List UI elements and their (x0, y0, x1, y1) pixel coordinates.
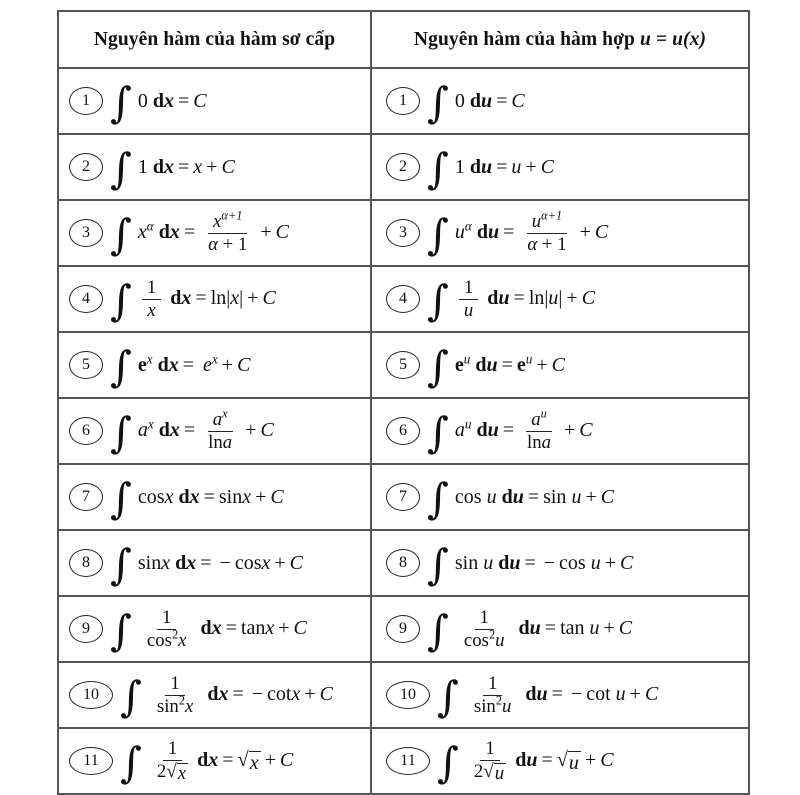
formula-expression: 1 2 √ x dx = √ x + C (156, 737, 294, 784)
table-row (58, 662, 749, 728)
formula-cell-1-left: 1 ∫ 0 dx = C (58, 68, 371, 134)
formula-expression: $\frac{1}{\sin^2u}$ du = − cot u + C (473, 672, 659, 717)
header-cell-elementary (58, 11, 371, 68)
row-index-badge: 3 (69, 219, 103, 247)
row-index-badge: 1 (69, 87, 103, 115)
formula-expression: $u^\alpha$ du = $\frac{u^{\alpha+1}}{\alpha + 1}$ + C (454, 208, 609, 255)
formula-expression: sin u du = − cos u + C (454, 551, 634, 574)
formula-expression: $\frac{1}{\cos^2u}$ du = tan u + C (463, 606, 633, 651)
row-index-badge: 6 (386, 417, 420, 445)
formula-expression: 1 du = u + C (454, 155, 555, 178)
row-index-badge: 7 (69, 483, 103, 511)
header-row (58, 11, 749, 68)
formula-expression: 0 du = C (454, 89, 525, 112)
row-index-badge: 4 (69, 285, 103, 313)
row-index-badge: 11 (386, 747, 430, 775)
formula-cell-3-left: 3 ∫ $x^\alpha$ dx = $\frac{x^{\alpha+1}}{\alpha + 1}$ + C (58, 200, 371, 266)
formula-expression: $a^u$ du = $\frac{a^u}{\ln a}$ + C (454, 406, 593, 453)
formula-cell-9-left: 9 ∫ $\frac{1}{\cos^2x}$ dx = tanx + C (58, 596, 371, 662)
formula-cell-8-right: 8 ∫ sin u du = − cos u + C (371, 530, 749, 596)
formula-cell-11-left: 11 ∫ 1 2 √ x dx = √ x + C (58, 728, 371, 794)
table-row (58, 464, 749, 530)
table-row (58, 200, 749, 266)
table-row (58, 68, 749, 134)
row-index-badge: 5 (386, 351, 420, 379)
row-index-badge: 9 (69, 615, 103, 643)
header-math-composite: u = u(x) (639, 28, 707, 50)
formula-cell-5-right: 5 ∫ $e^u$ du = $e^u + C$ (371, 332, 749, 398)
formula-cell-5-left: 5 ∫ $e^x$ dx = $e^x + C$ (58, 332, 371, 398)
formula-expression: $\frac{1}{\sin^2x}$ dx = − cotx + C (156, 672, 333, 717)
table-body (58, 68, 749, 794)
row-index-badge: 5 (69, 351, 103, 379)
formula-cell-10-left: 10 ∫ $\frac{1}{\sin^2x}$ dx = − cotx + C (58, 662, 371, 728)
row-index-badge: 6 (69, 417, 103, 445)
formula-cell-10-right: 10 ∫ $\frac{1}{\sin^2u}$ du = − cot u + C (371, 662, 749, 728)
row-index-badge: 2 (386, 153, 420, 181)
antiderivative-formula-table (57, 10, 750, 795)
formula-cell-2-right: 2 ∫ 1 du = u + C (371, 134, 749, 200)
formula-expression: $e^u$ du = $e^u + C$ (454, 350, 566, 376)
header-cell-composite (371, 11, 749, 68)
table-row (58, 134, 749, 200)
table-row (58, 266, 749, 332)
table-row (58, 530, 749, 596)
formula-expression: cos u du = sin u + C (454, 485, 615, 508)
formula-expression: $\frac{1}{\cos^2x}$ dx = tanx + C (146, 606, 307, 651)
formula-cell-7-left: 7 ∫ cosx dx = sinx + C (58, 464, 371, 530)
row-index-badge: 10 (69, 681, 113, 709)
table-row (58, 332, 749, 398)
row-index-badge: 4 (386, 285, 420, 313)
table-row (58, 398, 749, 464)
row-index-badge: 7 (386, 483, 420, 511)
formula-expression: $\frac{1}{x}$ dx = ln|x| + C (138, 278, 276, 321)
formula-expression: $e^x$ dx = $e^x + C$ (137, 350, 251, 376)
row-index-badge: 11 (69, 747, 113, 775)
header-label-elementary: Nguyên hàm của hàm sơ cấp (93, 28, 336, 50)
row-index-badge: 8 (69, 549, 103, 577)
formula-cell-7-right: 7 ∫ cos u du = sin u + C (371, 464, 749, 530)
formula-expression: 1 dx = x + C (137, 155, 235, 178)
table-header (58, 11, 749, 68)
formula-expression: 1 2 √ u du = √ u + C (473, 737, 614, 784)
formula-expression: $a^x$ dx = $\frac{a^x}{\ln a}$ + C (137, 406, 274, 453)
formula-cell-1-right: 1 ∫ 0 du = C (371, 68, 749, 134)
formula-cell-6-left: 6 ∫ $a^x$ dx = $\frac{a^x}{\ln a}$ + C (58, 398, 371, 464)
row-index-badge: 3 (386, 219, 420, 247)
row-index-badge: 9 (386, 615, 420, 643)
formula-expression: $\frac{1}{u}$ du = ln|u| + C (455, 278, 595, 321)
table-row (58, 596, 749, 662)
formula-expression: 0 dx = C (137, 89, 207, 112)
formula-cell-4-left: 4 ∫ $\frac{1}{x}$ dx = ln|x| + C (58, 266, 371, 332)
row-index-badge: 1 (386, 87, 420, 115)
formula-cell-8-left: 8 ∫ sinx dx = − cosx + C (58, 530, 371, 596)
header-label-composite: Nguyên hàm của hàm hợp (413, 28, 635, 50)
formula-cell-3-right: 3 ∫ $u^\alpha$ du = $\frac{u^{\alpha+1}}{\alpha + 1}$ + C (371, 200, 749, 266)
formula-cell-11-right: 11 ∫ 1 2 √ u du = √ u + C (371, 728, 749, 794)
row-index-badge: 2 (69, 153, 103, 181)
formula-cell-6-right: 6 ∫ $a^u$ du = $\frac{a^u}{\ln a}$ + C (371, 398, 749, 464)
row-index-badge: 8 (386, 549, 420, 577)
formula-cell-2-left: 2 ∫ 1 dx = x + C (58, 134, 371, 200)
formula-expression: cosx dx = sinx + C (137, 485, 284, 508)
formula-expression: $x^\alpha$ dx = $\frac{x^{\alpha+1}}{\alpha + 1}$ + C (137, 208, 289, 255)
formula-cell-4-right: 4 ∫ $\frac{1}{u}$ du = ln|u| + C (371, 266, 749, 332)
row-index-badge: 10 (386, 681, 430, 709)
formula-cell-9-right: 9 ∫ $\frac{1}{\cos^2u}$ du = tan u + C (371, 596, 749, 662)
formula-expression: sinx dx = − cosx + C (137, 551, 303, 574)
table-row (58, 728, 749, 794)
